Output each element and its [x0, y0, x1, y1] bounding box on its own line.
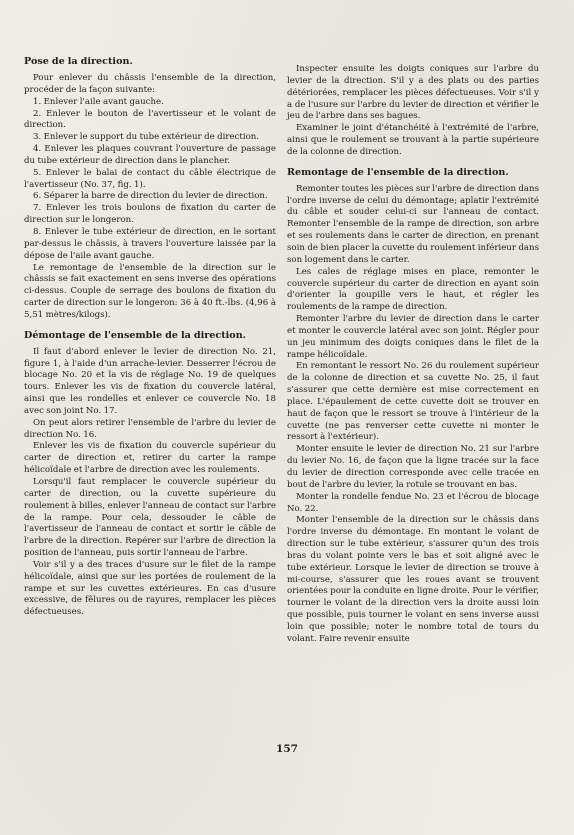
paragraph-remontage-4: En remontant le ressort No. 26 du roulement supérieur de la colonne de direction et sa cuvette No. 25, il faut s'assurer que cette dernière est mise correctement en place. L'épaulement de cette cuvette doit se trouver en haut de façon que le ressort se trouve à l'intérieur de la cuvette (ne pas renverser cette cuvette ni monter le ressort à l'extérieur). — [287, 361, 539, 443]
heading-pose-direction: Pose de la direction. — [24, 56, 133, 67]
heading-remontage: Remontage de l'ensemble de la direction. — [287, 166, 509, 178]
paragraph-remontage-chassis: Le remontage de l'ensemble de la direction sur le châssis se fait exactement en sens inverse des opérations ci-dessus. Couple de serrage des boulons de fixation du carter de direction sur le longeron: 36 à 40 ft.-lbs. (4,96 à 5,51 mètres/kilogs). — [24, 262, 276, 320]
list-item-step-1: 1. Enlever l'aile avant gauche. — [33, 96, 164, 107]
page-number: 157 — [276, 743, 298, 755]
right-column — [287, 64, 539, 646]
list-item-step-4: 4. Enlever les plaques couvrant l'ouverture de passage du tube extérieur de direction dans le plancher. — [24, 144, 276, 166]
heading-demontage: Démontage de l'ensemble de la direction. — [24, 329, 247, 341]
paragraph-remontage-6: Monter la rondelle fendue No. 23 et l'écrou de blocage No. 22. — [287, 491, 539, 514]
paragraph-remontage-1: Remonter toutes les pièces sur l'arbre de direction dans l'ordre inverse de celui du démontage; aplatir l'extrémité du câble et souder celui-ci sur l'anneau de contact. Remonter l'ensemble de la rampe de direction, son arbre et ses roulements dans le carter de direction, en prenant soin de bien placer la cuvette du roulement inférieur dans son logement dans le carter. — [287, 183, 539, 265]
list-item-step-2: 2. Enlever le bouton de l'avertisseur et le volant de direction. — [24, 108, 276, 131]
paragraph-inspection-2: Examiner le joint d'étanchéité à l'extrémité de l'arbre, ainsi que le roulement se trouvant à la partie supérieure de la colonne de direction. — [287, 123, 539, 157]
paragraph-remontage-7: Monter l'ensemble de la direction sur le châssis dans l'ordre inverse du démontage. En montant le volant de direction sur le tube extérieur, s'assurer qu'un des trois bras du volant pointe vers le bas et soit aligné avec le tube extérieur. Lorsque le levier de direction se trouve à mi-course, s'assurer que les roues avant se trouvent orientées pour la conduite en ligne droite. Pour le vérifier, tourner le volant de la direction vers la droite aussi loin que possible, puis tourner le volant en sens inverse aussi loin que possible; noter le nombre total de tours du volant. Faire revenir ensuite — [287, 515, 539, 644]
paragraph-remontage-2: Les cales de réglage mises en place, remonter le couvercle supérieur du carter de direction en ayant soin d'orienter la goupille vers le haut, et régler les roulements de la rampe de direction. — [287, 266, 539, 313]
list-item-step-7: 7. Enlever les trois boulons de fixation du carter de direction sur le longeron. — [24, 203, 276, 226]
list-item-step-6: 6. Séparer la barre de direction du levier de direction. — [33, 191, 268, 202]
paragraph-demontage-4: Lorsqu'il faut remplacer le couvercle supérieur du carter de direction, ou la cuvette supérieure du roulement à billes, enlever l'anneau de contact sur l'arbre de la rampe. Pour cela, dessouder le câble de l'avertisseur de l'anneau de contact et sortir le câble de l'arbre de la direction. Repérer sur l'arbre de direction la position de l'anneau, puis sortir l'anneau de l'arbre. — [24, 477, 276, 559]
paragraph-demontage-1: Il faut d'abord enlever le levier de direction No. 21, figure 1, à l'aide d'un arrache-levier. Desserrer l'écrou de blocage No. 20 et la vis de réglage No. 19 de quelques tours. Enlever les vis de fixation du couvercle latéral, ainsi que les rondelles et enlever ce couvercle No. 18 avec son joint No. 17. — [24, 346, 276, 416]
paragraph-remontage-5: Monter ensuite le levier de direction No. 21 sur l'arbre du levier No. 16, de façon que la ligne tracée sur la face du levier de direction corresponde avec celle tracée en bout de l'arbre du levier, la rotule se trouvant en bas. — [287, 444, 539, 490]
paragraph-intro: Pour enlever du châssis l'ensemble de la direction, procéder de la façon suivante: — [24, 73, 276, 95]
paragraph-inspection-1: Inspecter ensuite les doigts coniques sur l'arbre du levier de la direction. S'il y a des plats ou des parties détériorées, remplacer les pièces défectueuses. Voir s'il y a de l'usure sur l'arbre du levier de direction et vérifier le jeu de l'arbre dans ses bagues. — [287, 64, 539, 122]
paragraph-demontage-5: Voir s'il y a des traces d'usure sur le filet de la rampe hélicoïdale, ainsi que sur les portées de roulement de la rampe et sur les cuvettes extérieures. En cas d'usure excessive, de fêlures ou de rayures, remplacer les pièces défectueuses. — [24, 559, 276, 618]
list-item-step-3: 3. Enlever le support du tube extérieur de direction. — [33, 132, 260, 143]
paragraph-demontage-3: Enlever les vis de fixation du couvercle supérieur du carter de direction et, retirer du carter la rampe hélicoïdale et l'arbre de direction avec les roulements. — [24, 441, 276, 476]
left-column — [24, 56, 276, 619]
list-item-step-8: 8. Enlever le tube extérieur de direction, en le sortant par-dessus le châssis, à travers l'ouverture laissée par la dépose de l'aile avant gauche. — [24, 226, 276, 261]
list-item-step-5: 5. Enlever le balai de contact du câble électrique de l'avertisseur (No. 37, fig. 1). — [24, 167, 276, 190]
paragraph-demontage-2: On peut alors retirer l'ensemble de l'arbre du levier de direction No. 16. — [24, 417, 276, 440]
paragraph-remontage-3: Remonter l'arbre du levier de direction dans le carter et monter le couvercle latéral avec son joint. Régler pour un jeu minimum des doigts coniques dans le filet de la rampe hélicoïdale. — [287, 314, 539, 360]
